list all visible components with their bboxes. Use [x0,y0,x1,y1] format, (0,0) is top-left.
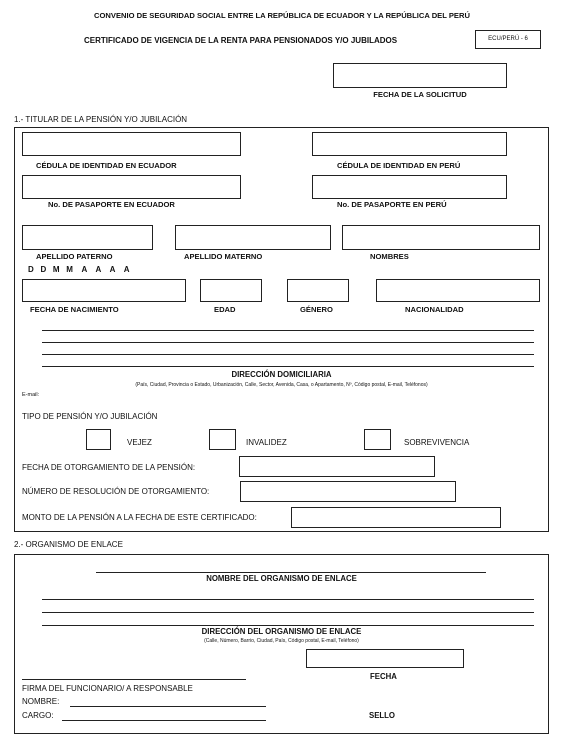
fecha-otorgamiento-label: FECHA DE OTORGAMIENTO DE LA PENSIÓN: [22,463,196,472]
fecha-otorgamiento-field[interactable] [239,456,435,477]
pasaporte-ecuador-label: No. DE PASAPORTE EN ECUADOR [48,200,175,209]
fecha-solicitud-field[interactable] [333,63,507,88]
direccion-organismo-line-3[interactable] [42,625,534,626]
edad-field[interactable] [200,279,262,302]
cedula-peru-label: CÉDULA DE IDENTIDAD EN PERÚ [337,161,461,170]
email-label: E-mail: [22,392,40,398]
fecha-nacimiento-field[interactable] [22,279,186,302]
nombre-organismo-line[interactable] [96,572,486,573]
monto-pension-field[interactable] [291,507,501,528]
apellido-paterno-label: APELLIDO PATERNO [36,252,113,261]
pasaporte-peru-label: No. DE PASAPORTE EN PERÚ [337,200,447,209]
form-code-box [475,30,541,49]
direccion-organismo-line-1[interactable] [42,599,534,600]
firma-label: FIRMA DEL FUNCIONARIO/ A RESPONSABLE [22,684,193,693]
direccion-line-3[interactable] [42,354,534,355]
numero-resolucion-label: NÚMERO DE RESOLUCIÓN DE OTORGAMIENTO: [22,487,210,496]
edad-label: EDAD [214,305,236,314]
vejez-checkbox[interactable] [86,429,111,450]
date-format-hint: D D M M A A A A [28,265,130,274]
section1-title: 1.- TITULAR DE LA PENSIÓN Y/O JUBILACIÓN [14,115,188,124]
nombres-label: NOMBRES [370,252,409,261]
nacionalidad-label: NACIONALIDAD [405,305,464,314]
genero-label: GÉNERO [300,305,333,314]
pasaporte-ecuador-field[interactable] [22,175,241,199]
fecha-field[interactable] [306,649,464,668]
direccion-organismo-line-2[interactable] [42,612,534,613]
nombres-field[interactable] [342,225,540,250]
monto-pension-label: MONTO DE LA PENSIÓN A LA FECHA DE ESTE CERTIFICADO: [22,513,257,522]
form-code: ECU/PERÚ - 6 [488,36,528,42]
sobrevivencia-label: SOBREVIVENCIA [404,438,470,447]
nombre-label: NOMBRE: [22,697,60,706]
direccion-organismo-label: DIRECCIÓN DEL ORGANISMO DE ENLACE [201,627,362,636]
vejez-label: VEJEZ [127,438,152,447]
direccion-line-2[interactable] [42,342,534,343]
fecha-label: FECHA [370,672,397,681]
sello-label: SELLO [369,711,395,720]
pasaporte-peru-field[interactable] [312,175,507,199]
certificado-title: CERTIFICADO DE VIGENCIA DE LA RENTA PARA PENSIONADOS Y/O JUBILADOS [84,36,398,45]
direccion-domiciliaria-label: DIRECCIÓN DOMICILIARIA [231,370,332,379]
nacionalidad-field[interactable] [376,279,540,302]
cargo-line[interactable] [62,720,266,721]
direccion-domiciliaria-hint: (País, Ciudad, Provincia o Estado, Urbanización, Calle, Sector, Avenida, Casa, o Apartamento, Nº, Código postal, E-mail, Teléfonos) [135,382,428,388]
nombre-organismo-label: NOMBRE DEL ORGANISMO DE ENLACE [206,574,357,583]
cedula-peru-field[interactable] [312,132,507,156]
direccion-line-4[interactable] [42,366,534,367]
tipo-pension-label: TIPO DE PENSIÓN Y/O JUBILACIÓN [22,412,158,421]
cargo-label: CARGO: [22,711,54,720]
apellido-materno-label: APELLIDO MATERNO [184,252,263,261]
fecha-nacimiento-label: FECHA DE NACIMIENTO [30,305,119,314]
numero-resolucion-field[interactable] [240,481,456,502]
nombre-line[interactable] [70,706,266,707]
direccion-line-1[interactable] [42,330,534,331]
convenio-title: CONVENIO DE SEGURIDAD SOCIAL ENTRE LA REPÚBLICA DE ECUADOR Y LA REPÚBLICA DEL PERÚ [94,11,470,20]
sobrevivencia-checkbox[interactable] [364,429,391,450]
fecha-solicitud-label: FECHA DE LA SOLICITUD [373,90,467,99]
section2-title: 2.- ORGANISMO DE ENLACE [14,540,123,549]
firma-line[interactable] [22,679,246,680]
genero-field[interactable] [287,279,349,302]
direccion-organismo-hint: (Calle, Número, Barrio, Ciudad, País, Código postal, E-mail, Teléfono) [204,638,359,644]
invalidez-label: INVALIDEZ [246,438,287,447]
cedula-ecuador-label: CÉDULA DE IDENTIDAD EN ECUADOR [36,161,177,170]
invalidez-checkbox[interactable] [209,429,236,450]
apellido-paterno-field[interactable] [22,225,153,250]
cedula-ecuador-field[interactable] [22,132,241,156]
apellido-materno-field[interactable] [175,225,331,250]
